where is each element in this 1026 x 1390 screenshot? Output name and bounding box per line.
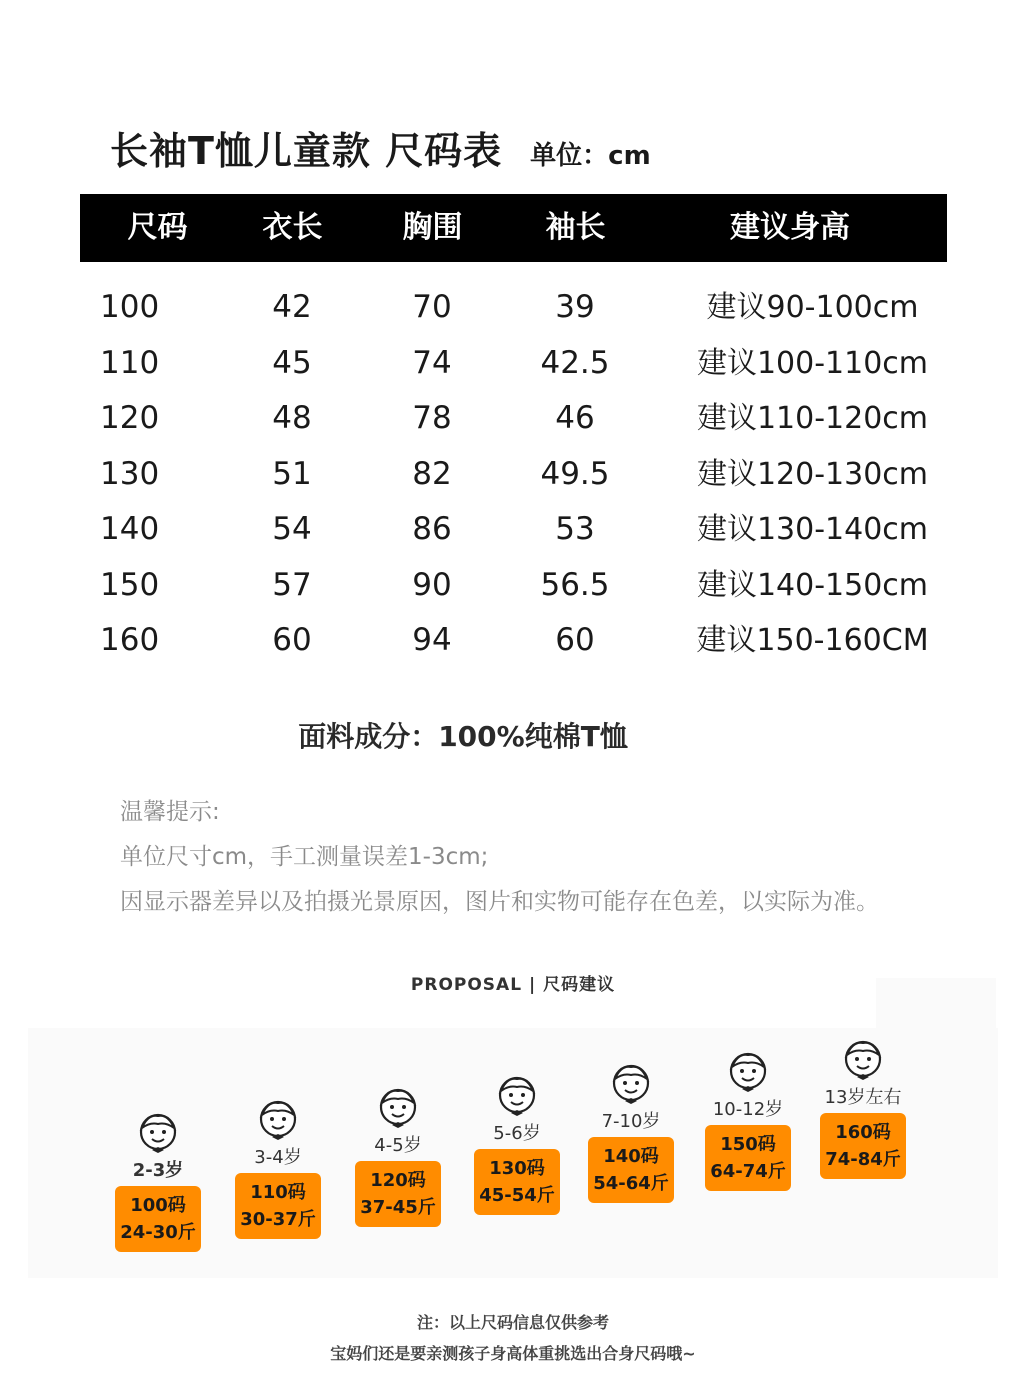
badge-weight: 30-37斤 [240, 1209, 316, 1230]
proposal-background [876, 978, 996, 1038]
badge-size: 110码 [250, 1182, 306, 1203]
child-face-icon [841, 1037, 885, 1081]
cell-chest: 90 [412, 566, 452, 603]
cell-height: 建议140-150cm [696, 567, 929, 603]
age-label: 2-3岁 [132, 1160, 184, 1181]
tips-block [120, 790, 879, 925]
badge-size: 160码 [835, 1122, 891, 1143]
table-row [80, 502, 947, 558]
size-table-header [80, 194, 947, 262]
badge-weight: 54-64斤 [593, 1173, 669, 1194]
child-face-icon [495, 1073, 539, 1117]
chart-title-row [110, 120, 651, 180]
header-height: 建议身高 [730, 210, 850, 245]
size-badge [705, 1125, 791, 1191]
size-suggestion [353, 1085, 443, 1227]
cell-length: 57 [272, 566, 312, 603]
cell-sleeve: 42.5 [540, 344, 610, 381]
table-row [80, 391, 947, 447]
age-label: 5-6岁 [493, 1123, 541, 1144]
size-badge [235, 1173, 321, 1239]
cell-chest: 86 [412, 511, 452, 547]
cell-size: 130 [100, 455, 160, 492]
cell-sleeve: 53 [555, 511, 595, 547]
cell-size: 120 [100, 400, 160, 436]
cell-size: 150 [100, 566, 160, 603]
badge-size: 120码 [370, 1170, 426, 1191]
cell-height: 建议150-160CM [696, 623, 929, 658]
badge-weight: 74-84斤 [825, 1149, 901, 1170]
badge-size: 150码 [720, 1134, 776, 1155]
table-row [80, 558, 947, 614]
cell-size: 110 [100, 344, 160, 381]
size-badge [588, 1137, 674, 1203]
age-label: 10-12岁 [712, 1099, 784, 1120]
cell-size: 160 [100, 622, 160, 658]
size-badge [115, 1186, 201, 1252]
tips-heading: 温馨提示: [120, 799, 220, 825]
badge-size: 140码 [603, 1146, 659, 1167]
cell-height: 建议100-110cm [696, 345, 929, 381]
age-label: 3-4岁 [254, 1147, 302, 1168]
badge-weight: 37-45斤 [360, 1197, 436, 1218]
header-size: 尺码 [127, 210, 188, 245]
child-face-icon [609, 1061, 653, 1105]
child-face-icon [376, 1085, 420, 1129]
cell-size: 140 [100, 511, 160, 547]
cell-size: 100 [100, 289, 160, 325]
header-chest: 胸围 [402, 210, 463, 245]
cell-sleeve: 49.5 [540, 455, 610, 492]
cell-length: 54 [272, 511, 312, 547]
cell-sleeve: 60 [555, 622, 595, 658]
cell-length: 42 [272, 289, 312, 325]
size-badge [474, 1149, 560, 1215]
proposal-title: PROPOSAL | 尺码建议 [410, 975, 616, 995]
size-suggestion [703, 1049, 793, 1191]
age-label: 4-5岁 [374, 1135, 422, 1156]
badge-size: 130码 [489, 1158, 545, 1179]
cell-sleeve: 39 [555, 289, 595, 325]
cell-chest: 78 [412, 400, 452, 436]
table-row [80, 447, 947, 503]
size-suggestion [472, 1073, 562, 1215]
table-row [80, 280, 947, 336]
table-row [80, 613, 947, 669]
size-suggestion [586, 1061, 676, 1203]
size-suggestion [113, 1110, 203, 1252]
cell-chest: 94 [412, 622, 452, 658]
child-face-icon [726, 1049, 770, 1093]
cell-height: 建议130-140cm [696, 512, 929, 547]
fabric-composition: 面料成分：100%纯棉T恤 [298, 720, 628, 753]
size-badge [355, 1161, 441, 1227]
unit-label: 单位：cm [530, 141, 651, 171]
note-line: 注：以上尺码信息仅供参考 [416, 1313, 609, 1332]
cell-height: 建议120-130cm [696, 456, 929, 492]
child-face-icon [136, 1110, 180, 1154]
size-badge [820, 1113, 906, 1179]
badge-weight: 45-54斤 [479, 1185, 555, 1206]
cell-sleeve: 46 [555, 400, 595, 436]
cell-chest: 82 [412, 455, 452, 492]
size-table-body [80, 280, 947, 669]
cell-length: 60 [272, 622, 312, 658]
cell-height: 建议90-100cm [706, 290, 919, 325]
cell-sleeve: 56.5 [540, 566, 610, 603]
age-label: 7-10岁 [601, 1111, 661, 1132]
badge-weight: 24-30斤 [120, 1222, 196, 1243]
cell-length: 48 [272, 400, 312, 436]
badge-size: 100码 [130, 1195, 186, 1216]
cell-chest: 74 [412, 344, 452, 381]
header-sleeve: 袖长 [545, 210, 606, 245]
tips-line: 单位尺寸cm，手工测量误差1-3cm; [120, 844, 489, 870]
header-length: 衣长 [262, 210, 323, 245]
cell-length: 45 [272, 344, 312, 381]
tips-line: 因显示器差异以及拍摄光景原因，图片和实物可能存在色差，以实际为准。 [120, 889, 879, 915]
badge-weight: 64-74斤 [710, 1161, 786, 1182]
cell-chest: 70 [412, 289, 452, 325]
note-line: 宝妈们还是要亲测孩子身高体重挑选出合身尺码哦~ [330, 1344, 696, 1363]
table-row [80, 336, 947, 392]
cell-height: 建议110-120cm [696, 401, 929, 436]
page-title: 长袖T恤儿童款 尺码表 [110, 129, 503, 173]
child-face-icon [256, 1097, 300, 1141]
size-suggestion [233, 1097, 323, 1239]
cell-length: 51 [272, 455, 312, 492]
age-label: 13岁左右 [824, 1087, 902, 1108]
size-suggestion [818, 1037, 908, 1179]
